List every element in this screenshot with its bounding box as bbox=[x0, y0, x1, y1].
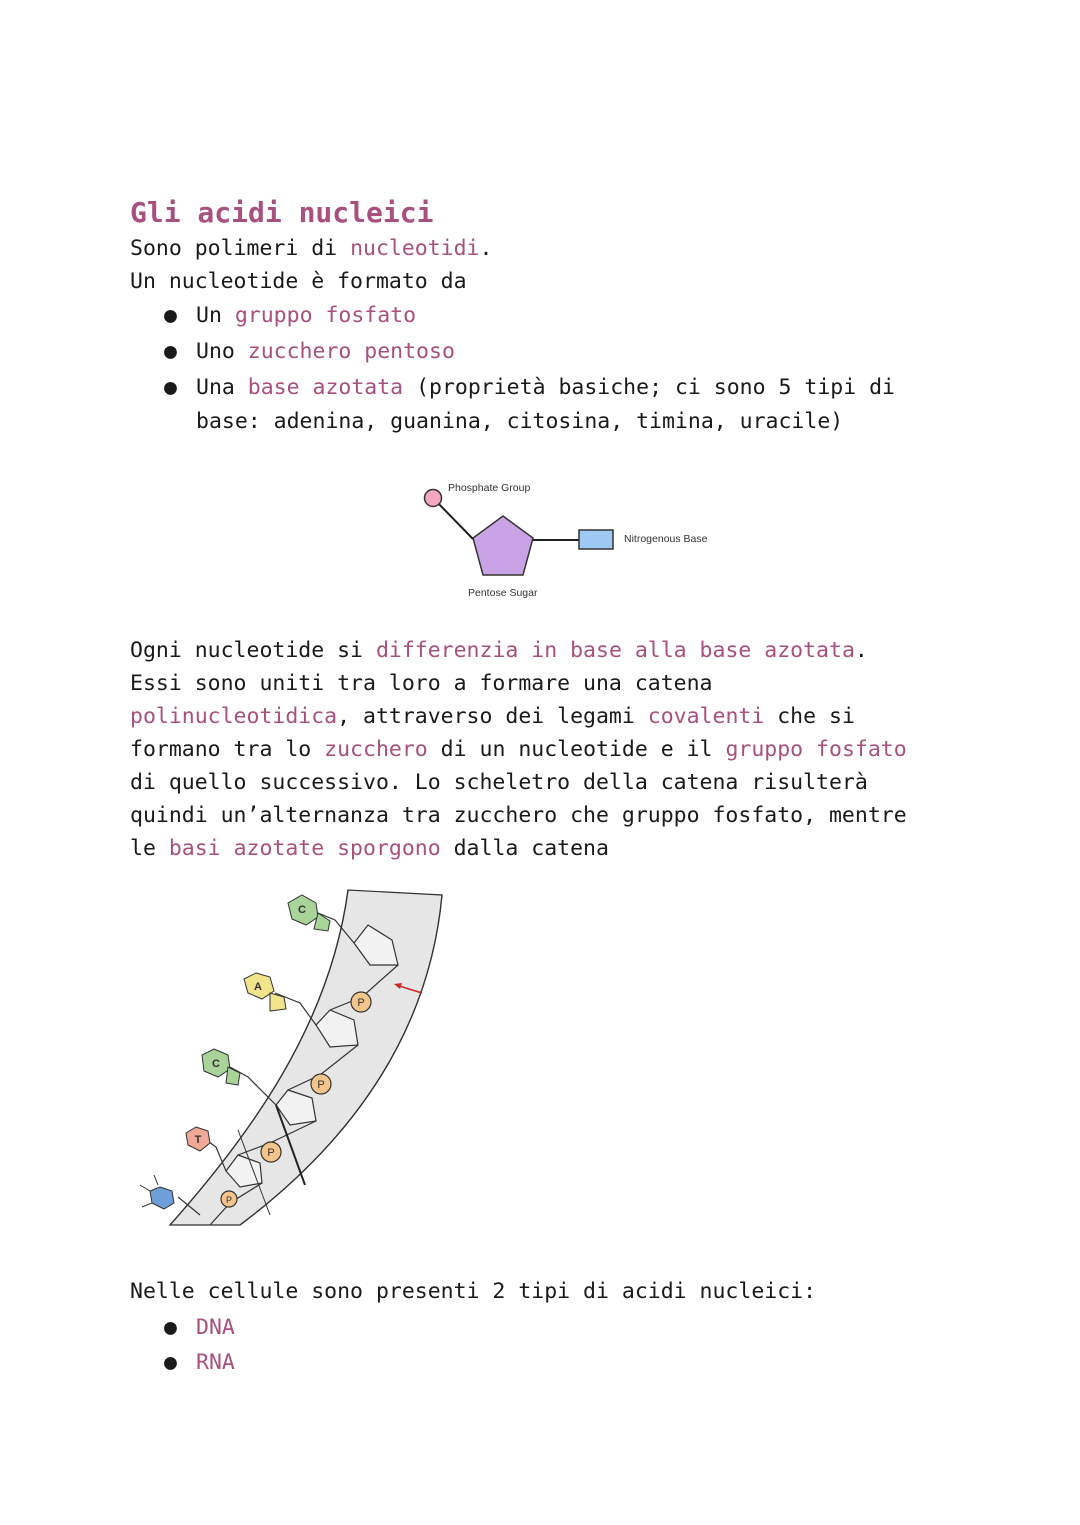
sugar-label: Pentose Sugar bbox=[468, 587, 538, 599]
text: (proprietà basiche; ci sono 5 tipi di bbox=[403, 375, 896, 400]
base-letter: C bbox=[298, 904, 306, 916]
pentose-pentagon-icon bbox=[473, 516, 533, 575]
paragraph-line: quindi un’alternanza tra zucchero che gruppo fosfato, mentre bbox=[130, 803, 907, 828]
text: . bbox=[479, 236, 493, 261]
text: Una bbox=[196, 375, 248, 400]
phosphate-letter: P bbox=[267, 1147, 275, 1159]
highlight-text: polinucleotidica bbox=[130, 704, 338, 729]
phosphate-letter: P bbox=[225, 1195, 233, 1205]
polynucleotide-chain-diagram bbox=[130, 885, 460, 1230]
base-letter: A bbox=[254, 981, 262, 993]
page-title: Gli acidi nucleici bbox=[130, 196, 434, 229]
text: le bbox=[130, 836, 169, 861]
paragraph-line: Essi sono uniti tra loro a formare una catena bbox=[130, 671, 713, 696]
text: . bbox=[854, 638, 868, 663]
bullet-icon: ● bbox=[164, 1350, 177, 1375]
highlight-text: zucchero bbox=[324, 737, 428, 762]
nitrogenous-base-rect-icon bbox=[579, 530, 613, 549]
list-item-dna: DNA bbox=[196, 1315, 235, 1340]
base-ring-icon bbox=[226, 1067, 240, 1085]
base-letter: T bbox=[194, 1134, 202, 1146]
list-item bbox=[196, 375, 895, 400]
paragraph-line bbox=[130, 704, 855, 729]
highlight-text: gruppo fosfato bbox=[725, 737, 907, 762]
text: formano tra lo bbox=[130, 737, 325, 762]
text: dalla catena bbox=[440, 836, 609, 861]
base-label: Nitrogenous Base bbox=[624, 533, 708, 545]
bullet-icon: ● bbox=[164, 375, 177, 400]
list-item-continuation: base: adenina, guanina, citosina, timina, uracile) bbox=[196, 409, 844, 434]
bullet-icon: ● bbox=[164, 339, 177, 364]
base-letter: C bbox=[212, 1058, 220, 1070]
bond-line bbox=[434, 499, 473, 539]
bullet-icon: ● bbox=[164, 1315, 177, 1340]
intro-line-2: Un nucleotide è formato da bbox=[130, 269, 467, 294]
text: Ogni nucleotide si bbox=[130, 638, 376, 663]
nucleotide-diagram bbox=[415, 475, 725, 605]
paragraph-line bbox=[130, 638, 868, 663]
highlight-text: covalenti bbox=[647, 704, 765, 729]
text: di un nucleotide e il bbox=[427, 737, 726, 762]
highlight-text: basi azotate sporgono bbox=[168, 836, 441, 861]
highlight-text: nucleotidi bbox=[350, 236, 480, 261]
base-uracil-icon bbox=[150, 1187, 174, 1209]
base-ring-icon bbox=[270, 993, 286, 1011]
paragraph-line bbox=[130, 836, 609, 861]
phosphate-letter: P bbox=[357, 997, 365, 1009]
paragraph-line bbox=[130, 737, 907, 762]
phosphate-letter: P bbox=[317, 1079, 325, 1091]
highlight-text: base azotata bbox=[247, 375, 404, 400]
text: Sono polimeri di bbox=[130, 236, 351, 261]
text: Un bbox=[196, 303, 235, 328]
text: , attraverso dei legami bbox=[337, 704, 648, 729]
bullet-icon: ● bbox=[164, 303, 177, 328]
phosphate-circle-icon bbox=[425, 490, 442, 507]
paragraph-line: di quello successivo. Lo scheletro della catena risulterà bbox=[130, 770, 868, 795]
highlight-text: gruppo fosfato bbox=[234, 303, 417, 328]
phosphate-label: Phosphate Group bbox=[448, 482, 531, 494]
list-item bbox=[196, 303, 416, 328]
list-item-rna: RNA bbox=[196, 1350, 235, 1375]
highlight-text: differenzia in base alla base azotata bbox=[375, 638, 855, 663]
types-intro: Nelle cellule sono presenti 2 tipi di acidi nucleici: bbox=[130, 1279, 817, 1304]
text: Uno bbox=[196, 339, 248, 364]
text: che si bbox=[764, 704, 855, 729]
list-item bbox=[196, 339, 455, 364]
highlight-text: zucchero pentoso bbox=[247, 339, 455, 364]
intro-line-1 bbox=[130, 236, 492, 261]
